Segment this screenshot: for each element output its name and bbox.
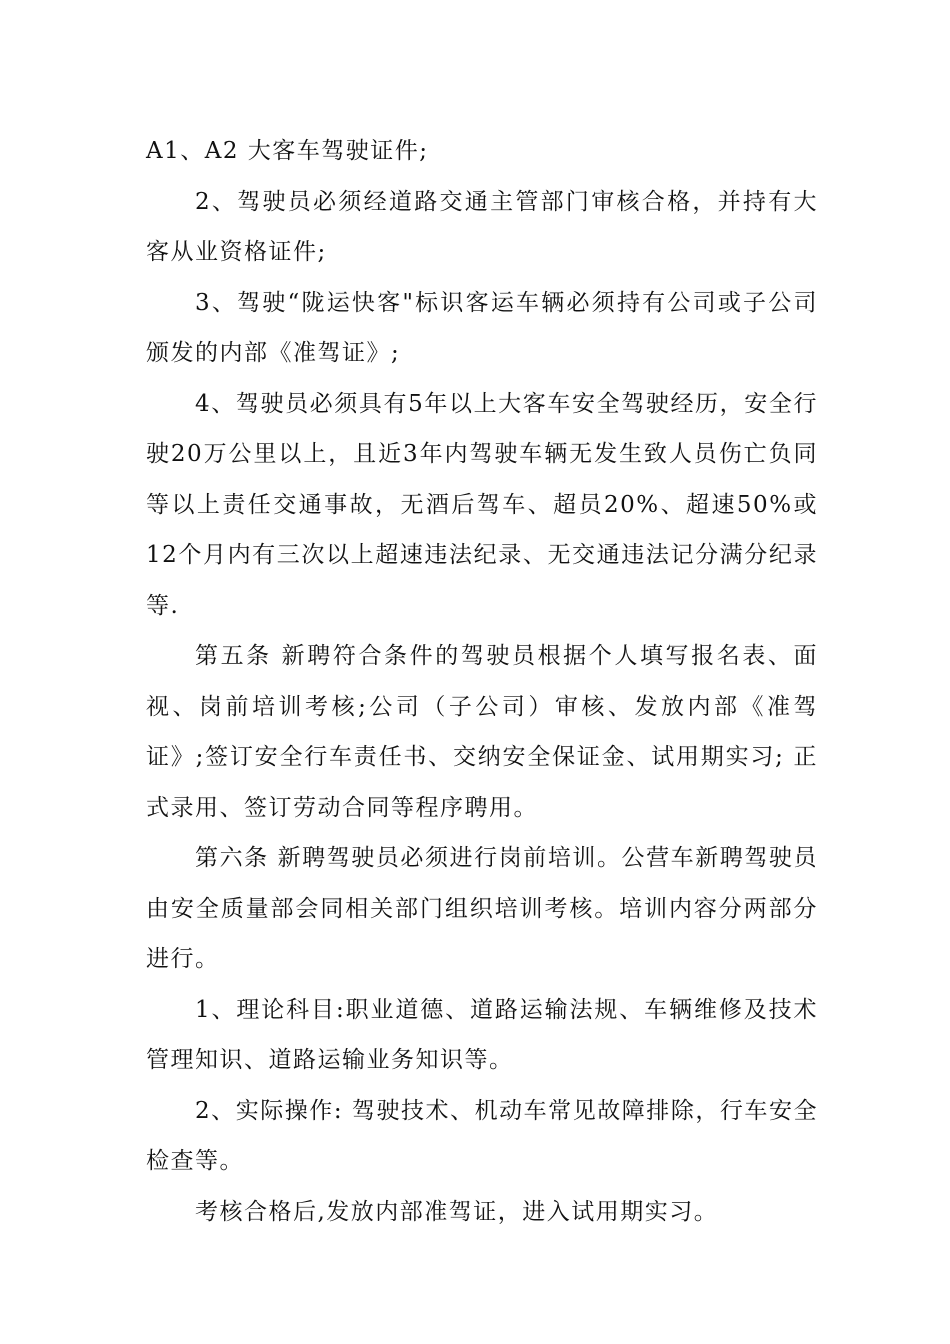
- paragraph-5: 第五条 新聘符合条件的驾驶员根据个人填写报名表、面视、岗前培训考核;公司（子公司）审核、发放内部《准驾证》;签订安全行车责任书、交纳安全保证金、试用期实习; 正式录用、签订劳动合同等程序聘用。: [146, 643, 818, 821]
- paragraph-3: 3、驾驶“陇运快客"标识客运车辆必须持有公司或子公司颁发的内部《准驾证》;: [146, 289, 818, 366]
- document-body: [146, 126, 818, 1237]
- paragraph-8: 2、实际操作: 驾驶技术、机动车常见故障排除，行车安全检查等。: [146, 1097, 818, 1174]
- paragraph-1: A1、A2 大客车驾驶证件;: [146, 138, 429, 164]
- paragraph-9: 考核合格后,发放内部准驾证，进入试用期实习。: [195, 1198, 719, 1225]
- paragraph-6: 第六条 新聘驾驶员必须进行岗前培训。公营车新聘驾驶员由安全质量部会同相关部门组织培训考核。培训内容分两部分进行。: [146, 845, 818, 972]
- paragraph-4: 4、驾驶员必须具有5年以上大客车安全驾驶经历，安全行驶20万公里以上，且近3年内驾驶车辆无发生致人员伤亡负同等以上责任交通事故，无酒后驾车、超员20%、超速50%或12个月内有三次以上超速违法纪录、无交通违法记分满分纪录等.: [146, 390, 818, 619]
- paragraph-7: 1、理论科目:职业道德、道路运输法规、车辆维修及技术管理知识、道路运输业务知识等。: [146, 996, 818, 1073]
- paragraph-2: 2、驾驶员必须经道路交通主管部门审核合格，并持有大客从业资格证件;: [146, 188, 818, 265]
